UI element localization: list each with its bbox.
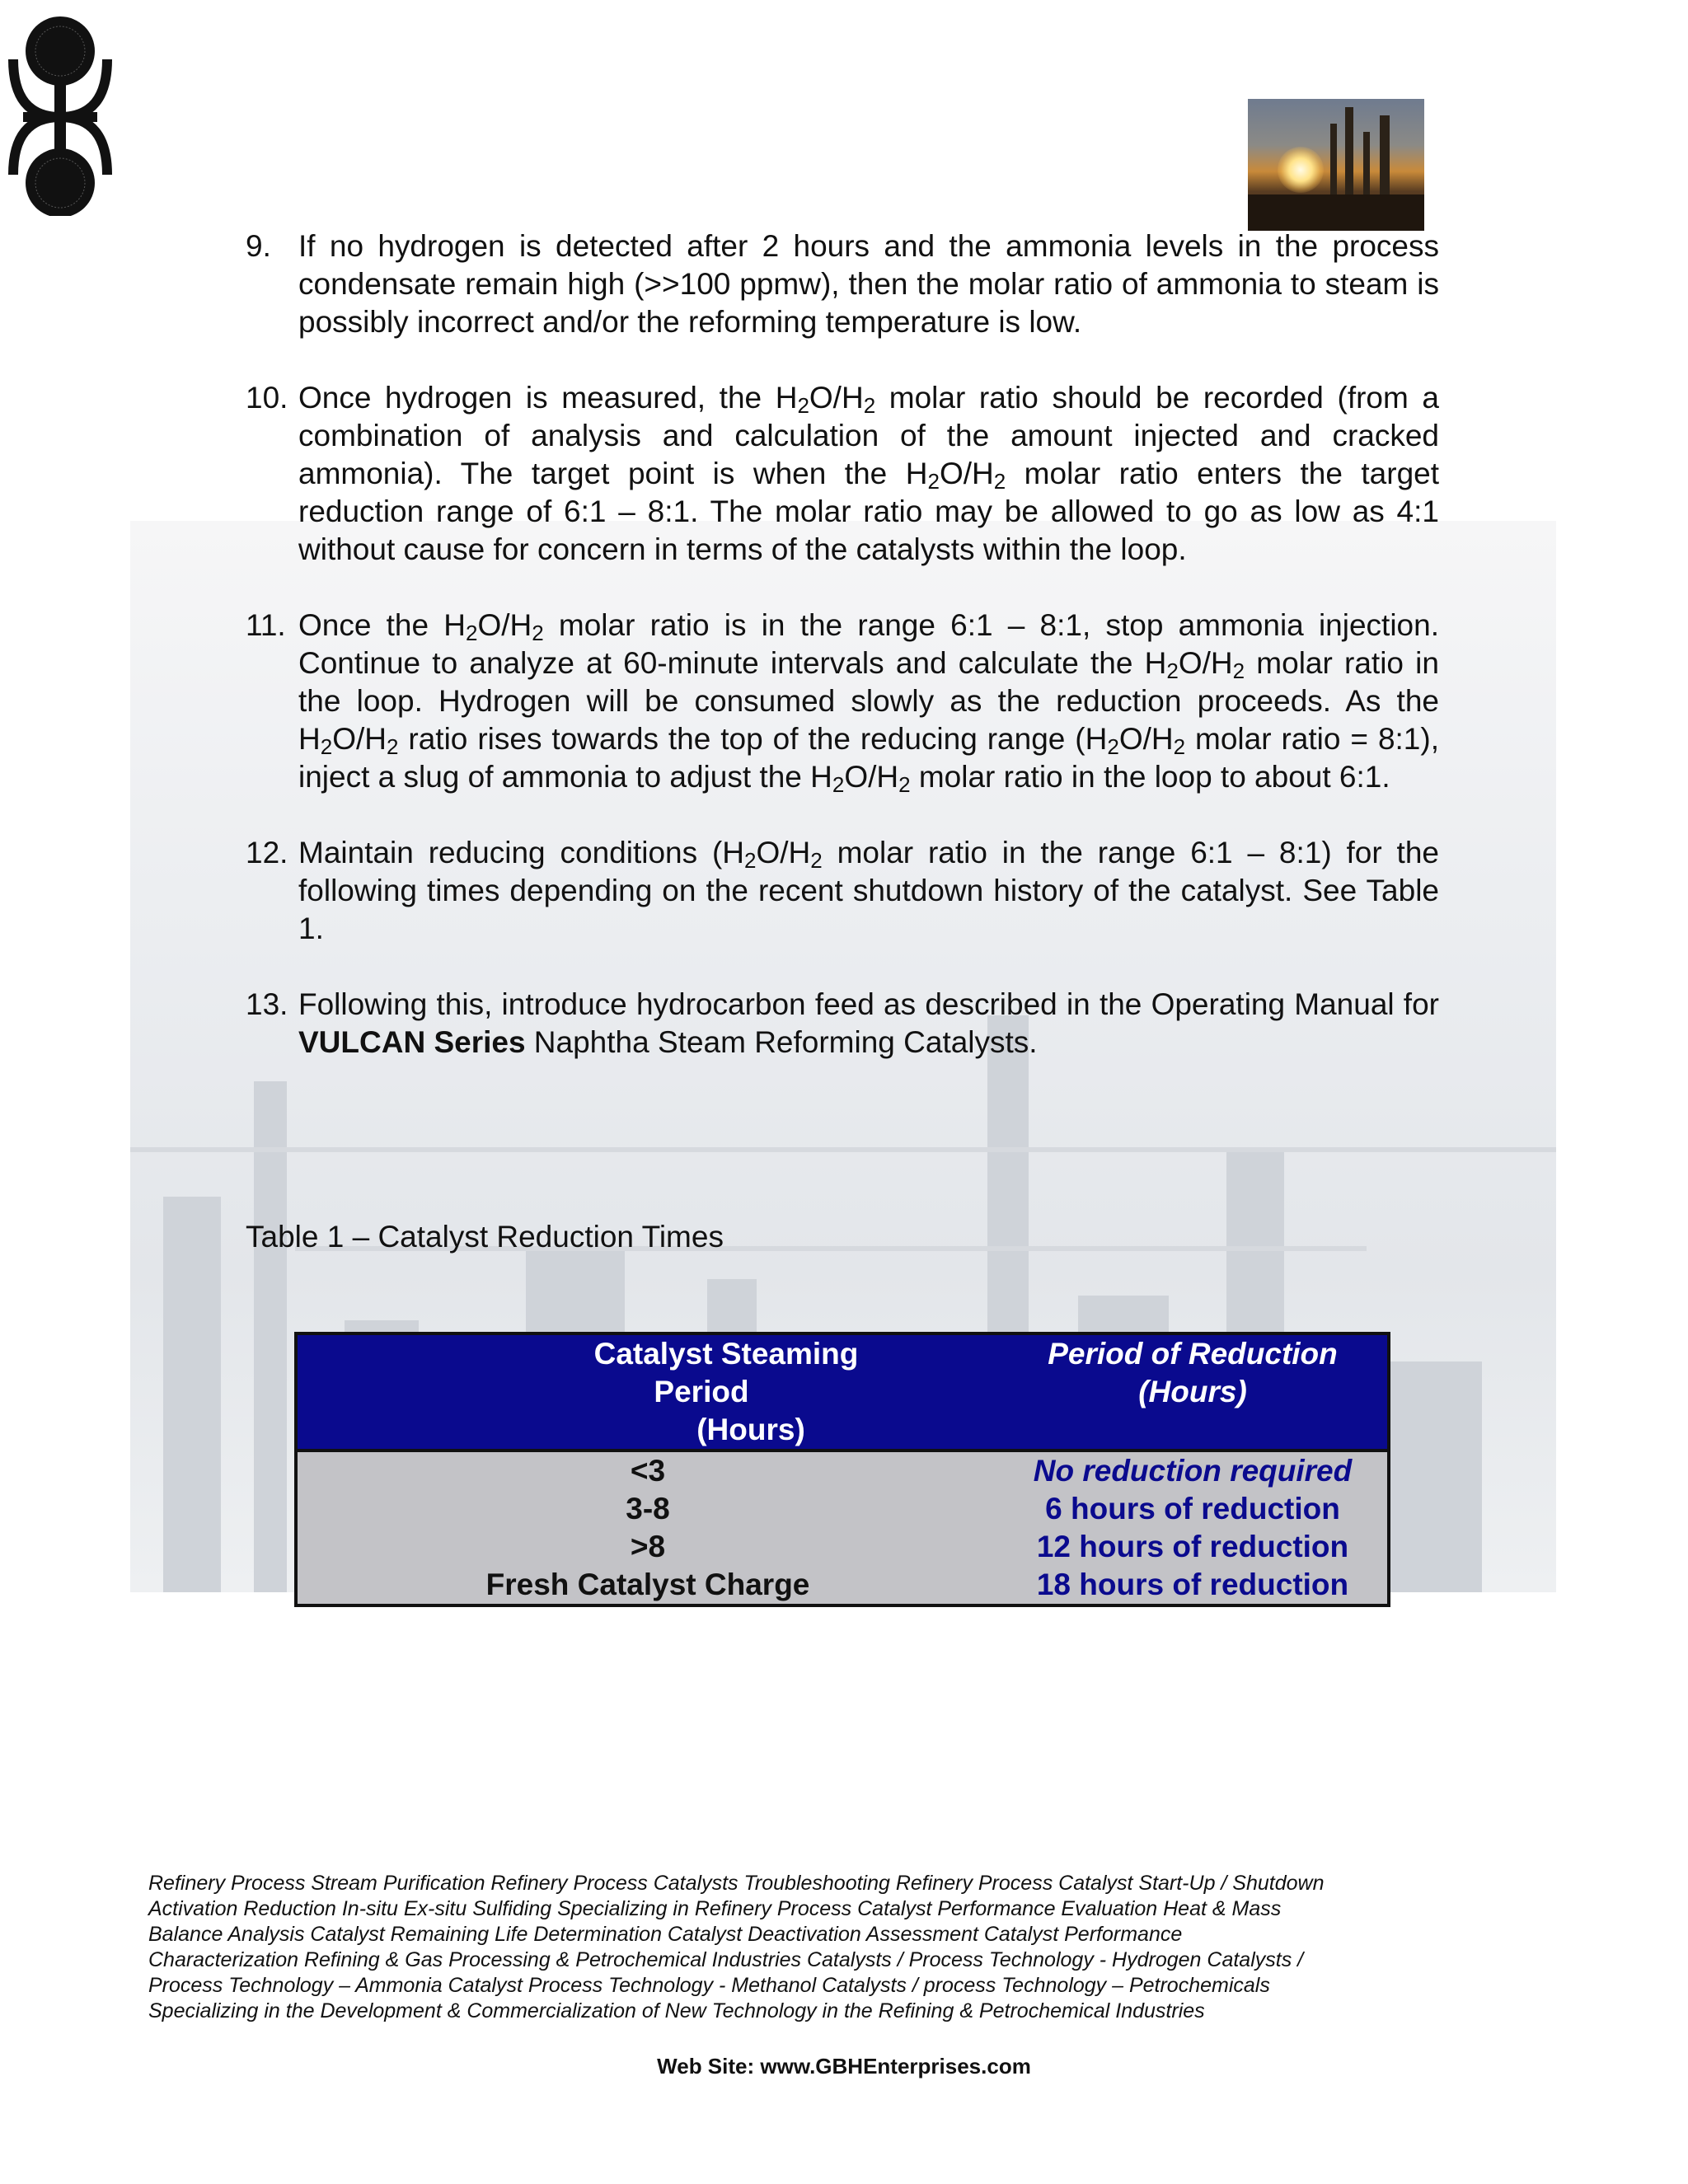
website-link[interactable]: Web Site: www.GBHEnterprises.com <box>657 2054 1031 2079</box>
list-item: 10. Once hydrogen is measured, the $H_2O/H_2$ molar ratio should be recorded (from a combination of analysis and calculation of the amount injected and cracked ammonia). The target point is when the $H_2O/H_2$ molar ratio enters the target reduction range of 6:1 – 8:1. The molar ratio may be allowed to go as low as 4:1 without cause for concern in terms of the catalysts within the loop. <box>246 381 1440 566</box>
list-item: 13. Following this, introduce hydrocarbon feed as described in the Operating Manual for VULCAN Series Naphtha Steam Reforming Catalysts. <box>246 987 1439 1059</box>
header-reduction-period: Period of Reduction (Hours) <box>998 1333 1389 1451</box>
table-row: <3 No reduction required <box>296 1451 1389 1490</box>
header-steaming-period: Catalyst Steaming Period (Hours) <box>296 1333 998 1451</box>
gbh-logo <box>7 10 114 216</box>
list-item: 11. Once the $H_2O/H_2$ molar ratio is in the range 6:1 – 8:1, stop ammonia injection. Continue to analyze at 60-minute intervals and calculate the $H_2O/H_2$ molar ratio in the loop. Hydrogen will be consumed slowly as the reduction proceeds. As the $H_2O/H_2$ ratio rises towards the top of the reducing range ($H_2O/H_2$ molar ratio = 8:1), inject a slug of ammonia to adjust the $H_2O/H_2$ molar ratio in the loop to about 6:1. <box>246 608 1439 797</box>
table-row: 3-8 6 hours of reduction <box>296 1490 1389 1528</box>
refinery-sunset-photo <box>1248 99 1424 231</box>
table-header-row <box>296 1333 1389 1451</box>
table-row: Fresh Catalyst Charge 18 hours of reduction <box>296 1566 1389 1605</box>
table-caption: Table 1 – Catalyst Reduction Times <box>246 1220 724 1254</box>
reduction-times-table <box>294 1332 1390 1607</box>
footer-services-text: Refinery Process Stream Purification Refinery Process Catalysts Troubleshooting Refinery Process Catalyst Start-Up / Shutdown Activation Reduction In-situ Ex-situ Sulfiding Specializing in Refinery Process Catalyst Performance Evaluation Heat & Mass Balance Analysis Catalyst Remaining Life Determination Catalyst Deactivation Assessment Catalyst Performance Characterization Refining & Gas Processing & Petrochemical Industries Catalysts / Process Technology - Hydrogen Catalysts / Process Technology – Ammonia Catalyst Process Technology - Methanol Catalysts / process Technology – Petrochemicals Specializing in the Development & Commercialization of New Technology in the Refining & Petrochemical Industries <box>148 1872 1325 2022</box>
list-item: 9. If no hydrogen is detected after 2 hours and the ammonia levels in the process condensate remain high (>>100 ppmw), then the molar ratio of ammonia to steam is possibly incorrect and/or the reforming temperature is low. <box>246 229 1439 339</box>
procedure-list <box>246 227 1439 1099</box>
list-item: 12. Maintain reducing conditions ($H_2O/H_2$ molar ratio in the range 6:1 – 8:1) for the following times depending on the recent shutdown history of the catalyst. See Table 1. <box>246 836 1439 945</box>
table-row: >8 12 hours of reduction <box>296 1528 1389 1566</box>
